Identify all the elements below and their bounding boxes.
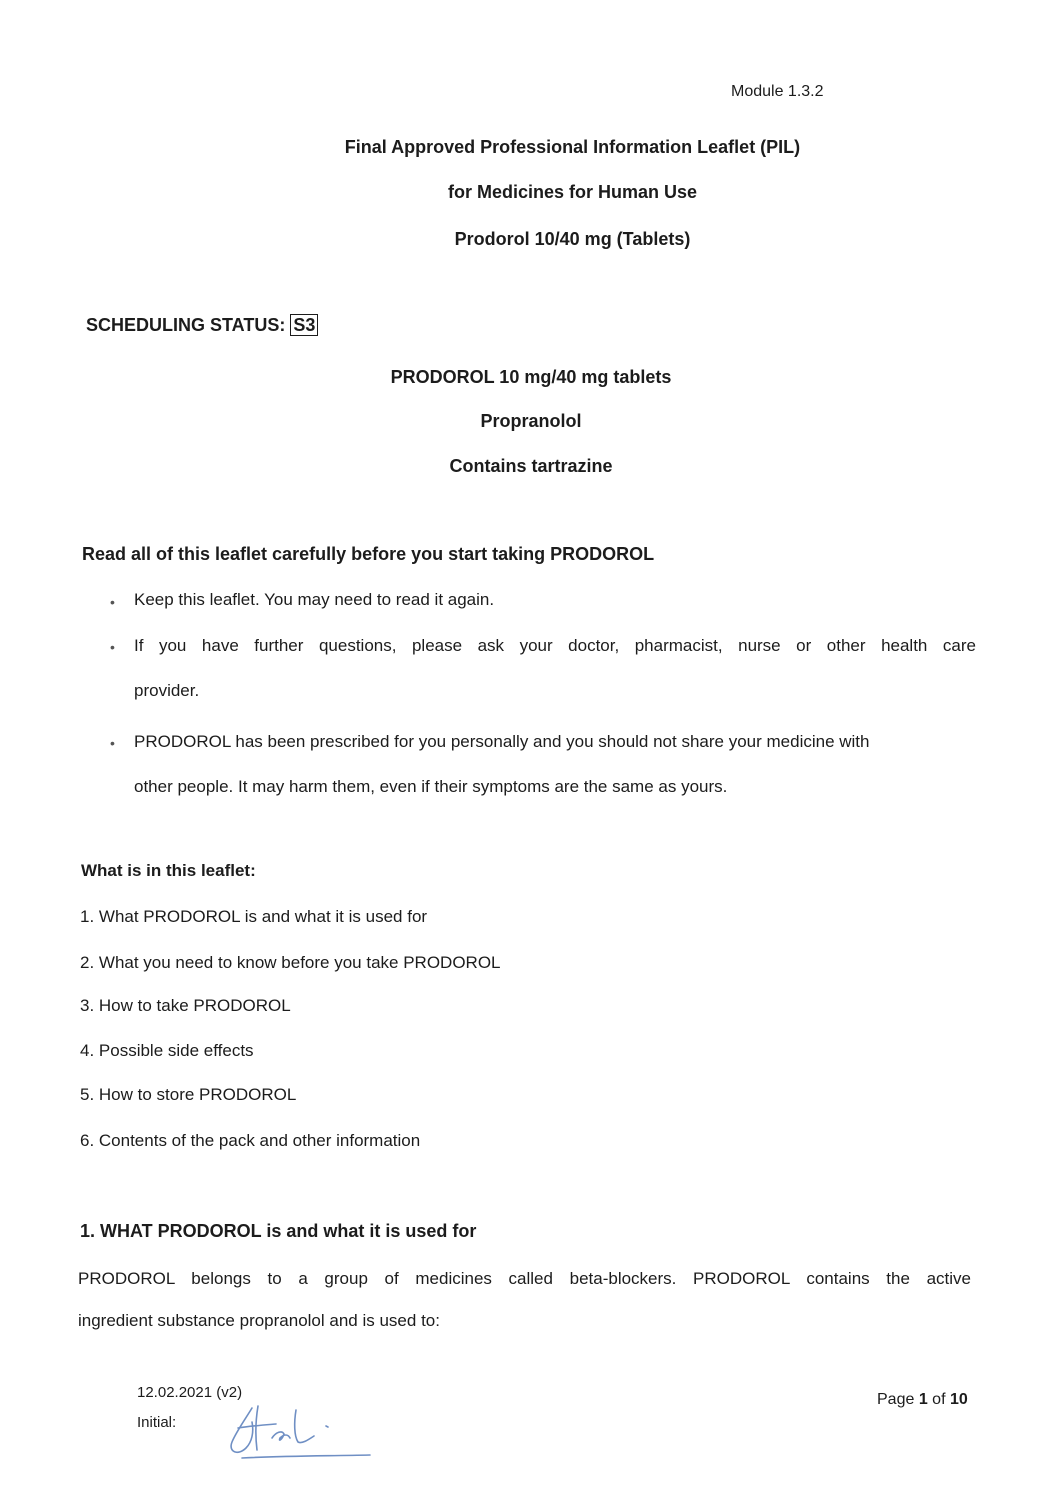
page-prefix: Page: [877, 1391, 919, 1408]
product-name: PRODOROL 10 mg/40 mg tablets: [390, 367, 672, 387]
contents-item: 5. How to store PRODOROL: [80, 1085, 297, 1104]
active-ingredient: Propranolol: [480, 411, 582, 431]
bullet-icon: •: [110, 639, 115, 655]
leaflet-title: Final Approved Professional Information Leaflet (PIL): [344, 137, 801, 157]
bullet-item: If you have further questions, please ask your doctor, pharmacist, nurse or other health care: [134, 636, 976, 655]
scheduling-status-badge: S3: [290, 314, 318, 336]
scheduling-status-label: SCHEDULING STATUS:: [86, 315, 286, 335]
bullet-icon: •: [110, 594, 115, 610]
bullet-item-continuation: other people. It may harm them, even if their symptoms are the same as yours.: [134, 777, 728, 796]
page-total: 10: [949, 1391, 968, 1408]
bullet-item-continuation: provider.: [134, 681, 200, 700]
footer-initial-label: Initial:: [137, 1414, 177, 1431]
bullet-item: Keep this leaflet. You may need to read it again.: [134, 590, 495, 609]
page-of: of: [927, 1391, 950, 1408]
module-number: Module 1.3.2: [731, 83, 824, 100]
bullet-icon: •: [110, 735, 115, 751]
read-leaflet-heading: Read all of this leaflet carefully before you start taking PRODOROL: [82, 544, 655, 564]
contents-item: 3. How to take PRODOROL: [80, 996, 291, 1015]
contents-item: 4. Possible side effects: [80, 1041, 254, 1060]
section-1-paragraph-line: PRODOROL belongs to a group of medicines called beta-blockers. PRODOROL contains the active: [78, 1269, 971, 1288]
page-number: [877, 1391, 968, 1409]
contents-item: 1. What PRODOROL is and what it is used for: [80, 907, 428, 926]
bullet-item: PRODOROL has been prescribed for you personally and you should not share your medicine with: [134, 732, 870, 751]
contents-heading: What is in this leaflet:: [81, 861, 256, 880]
product-warning: Contains tartrazine: [449, 456, 613, 476]
section-1-paragraph-line: ingredient substance propranolol and is used to:: [78, 1311, 440, 1330]
handwritten-signature: [222, 1398, 372, 1462]
scheduling-status: [86, 314, 318, 336]
leaflet-subtitle: for Medicines for Human Use: [447, 182, 698, 202]
leaflet-product-title: Prodorol 10/40 mg (Tablets): [454, 229, 691, 249]
section-1-heading: 1. WHAT PRODOROL is and what it is used for: [80, 1221, 477, 1241]
contents-item: 6. Contents of the pack and other information: [80, 1131, 421, 1150]
footer-date: 12.02.2021 (v2): [137, 1384, 243, 1401]
page-current: 1: [918, 1391, 928, 1408]
contents-item: 2. What you need to know before you take PRODOROL: [80, 953, 501, 972]
